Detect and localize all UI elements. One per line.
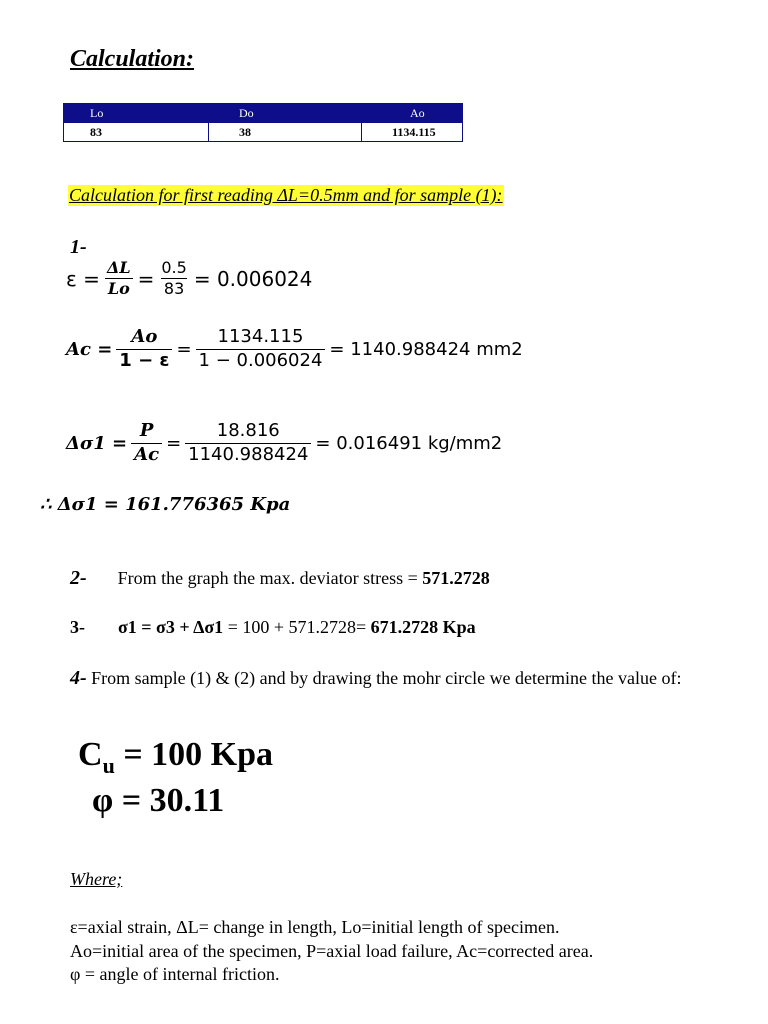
therefore-result: ∴ Δσ1 = 161.776365 Kpa [40,494,291,515]
symbol-legend [70,916,593,987]
header-do: Do [209,104,362,123]
stress-fraction-2 [185,420,311,466]
cu-value: = 100 Kpa [114,736,274,773]
area-result: = 1140.988424 mm2 [329,338,523,360]
table-header-row [64,104,463,123]
area-frac1-num: Ao [131,326,158,347]
stress-frac2-den: 1140.988424 [185,443,311,467]
strain-frac2-den: 83 [161,278,187,299]
phi-value: = 30.11 [113,782,225,819]
area-fraction-1 [116,326,172,372]
step-3-formula: σ1 = σ3 + Δσ1 [118,617,224,637]
step-3-number: 3- [70,617,85,637]
stress-equation [66,420,502,466]
cell-lo: 83 [64,123,209,142]
stress-frac1-den: Ac [131,443,162,467]
stress-frac1-num: P [139,420,154,441]
area-frac2-den: 1 − 0.006024 [196,349,326,373]
cu-symbol: C [78,736,103,773]
phi-symbol: φ [92,782,114,819]
stress-frac2-num: 18.816 [216,420,280,441]
stress-fraction-1 [131,420,162,466]
step-2-value: 571.2728 [422,568,490,588]
cu-subscript: u [102,752,115,778]
area-fraction-2 [196,326,326,372]
step-2 [70,567,490,590]
cohesion-result [78,736,273,779]
stress-lhs: Δσ1 = [66,432,128,454]
where-label: Where; [70,869,123,889]
step-4-text: From sample (1) & (2) and by drawing the mohr circle we determine the value of: [91,668,682,688]
table-row [64,123,463,142]
header-lo: Lo [64,104,209,123]
strain-frac1-den: Lo [105,278,133,299]
cell-ao: 1134.115 [362,123,463,142]
legend-line: φ = angle of internal friction. [70,964,280,984]
step-4 [70,666,720,690]
header-ao: Ao [362,104,463,123]
step-3-calc: = 100 + 571.2728= [227,617,371,637]
dimensions-table [63,103,463,142]
cell-do: 38 [209,123,362,142]
area-frac1-den: 1 − ε [116,349,172,373]
page-title: Calculation: [70,46,195,72]
strain-fraction-2 [158,258,189,299]
step-2-text: From the graph the max. deviator stress = [117,568,423,588]
step-1-number: 1- [70,236,87,258]
legend-line: ε=axial strain, ΔL= change in length, Lo=initial length of specimen. [70,917,560,937]
stress-result: = 0.016491 kg/mm2 [315,432,503,454]
strain-frac1-num: ΔL [106,258,131,277]
step-3-result: 671.2728 Kpa [370,617,476,637]
equals-sign: = [137,266,155,291]
friction-angle-result [92,782,224,820]
step-4-number: 4- [70,667,87,689]
legend-line: Ao=initial area of the specimen, P=axial load failure, Ac=corrected area. [70,940,594,961]
area-frac2-num: 1134.115 [217,326,304,347]
area-lhs: Ac = [66,338,113,360]
highlighted-heading: Calculation for first reading ΔL=0.5mm and for sample (1): [69,185,503,205]
step-2-number: 2- [70,567,87,589]
corrected-area-equation [66,326,523,372]
strain-fraction-1 [104,258,134,299]
equals-sign: = [176,338,192,360]
strain-result: = 0.006024 [193,266,313,291]
step-3 [70,617,476,638]
strain-frac2-num: 0.5 [161,258,187,277]
strain-equation [66,258,312,299]
equals-sign: = [166,432,182,454]
strain-lhs: ε = [66,266,100,291]
